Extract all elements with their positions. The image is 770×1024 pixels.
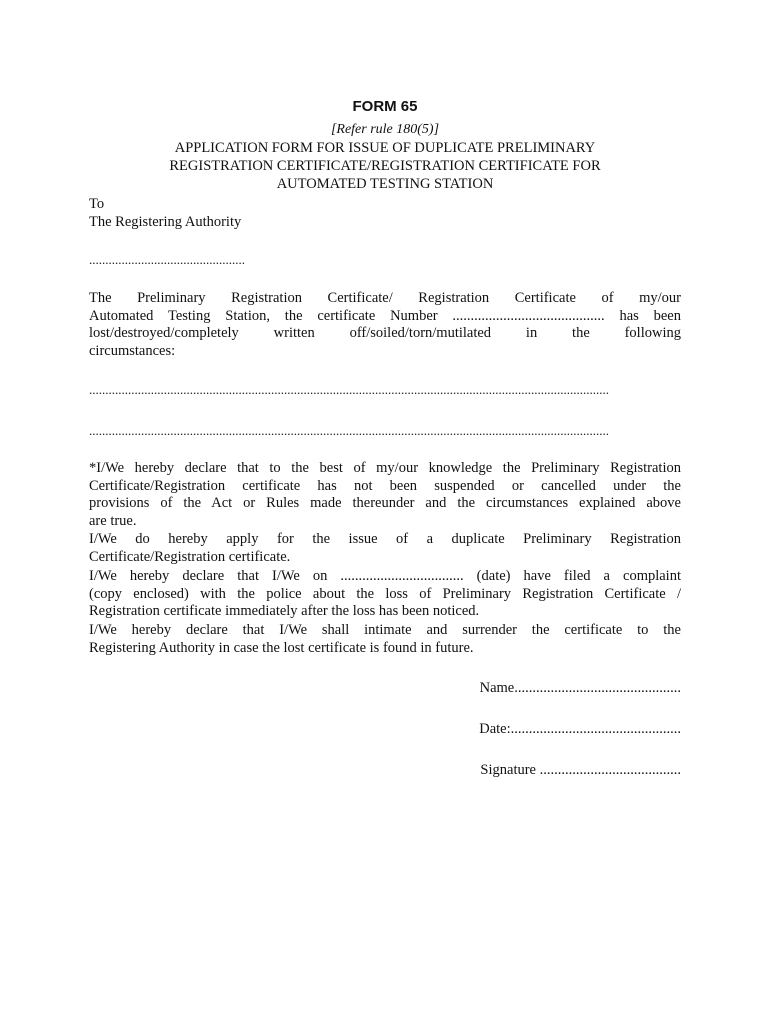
declaration-line: (copy enclosed) with the police about the loss of Preliminary Registration Certificate / bbox=[89, 585, 681, 602]
declaration-2 bbox=[89, 531, 681, 566]
declaration-1 bbox=[89, 460, 681, 530]
heading-line: APPLICATION FORM FOR ISSUE OF DUPLICATE PRELIMINARY bbox=[174, 140, 596, 156]
date-field: Date:............................................... bbox=[479, 721, 681, 737]
statement-line: Automated Testing Station, the certificate Number .......................................... has been bbox=[89, 307, 681, 324]
circumstances-blank-1: ................................................................................................................................................................ bbox=[89, 382, 609, 397]
signature-field: Signature ....................................... bbox=[480, 762, 681, 778]
declaration-line: Registration certificate immediately after the loss has been noticed. bbox=[89, 603, 480, 619]
statement-paragraph bbox=[89, 290, 681, 360]
to-label: To bbox=[89, 196, 105, 212]
name-field: Name.............................................. bbox=[479, 680, 681, 696]
circumstances-blank-2: ................................................................................................................................................................ bbox=[89, 423, 609, 438]
heading-line: REGISTRATION CERTIFICATE/REGISTRATION CERTIFICATE FOR bbox=[169, 158, 601, 174]
declaration-line: Registering Authority in case the lost certificate is found in future. bbox=[89, 639, 474, 656]
statement-line: lost/destroyed/completely written off/soiled/torn/mutilated in the following bbox=[89, 325, 681, 341]
declaration-4 bbox=[89, 622, 681, 657]
declaration-3 bbox=[89, 568, 681, 621]
form-title: FORM 65 bbox=[352, 98, 418, 115]
addressee-blank: ................................................ bbox=[89, 252, 245, 267]
statement-line: The Preliminary Registration Certificate/ Registration Certificate of my/our bbox=[89, 290, 681, 306]
declaration-line: are true. bbox=[89, 512, 137, 529]
declaration-line: *I/We hereby declare that to the best of my/our knowledge the Preliminary Registration bbox=[89, 460, 681, 476]
form-heading bbox=[0, 139, 770, 193]
declaration-line: Certificate/Registration certificate has not been suspended or cancelled under the bbox=[89, 477, 681, 494]
authority-name: The Registering Authority bbox=[89, 214, 242, 230]
declaration-line: I/We hereby declare that I/We shall intimate and surrender the certificate to the bbox=[89, 622, 681, 638]
declaration-line: I/We hereby declare that I/We on .................................. (date) have filed a complaint bbox=[89, 568, 681, 584]
declaration-line: Certificate/Registration certificate. bbox=[89, 548, 291, 565]
declaration-line: provisions of the Act or Rules made thereunder and the circumstances explained above bbox=[89, 495, 681, 511]
heading-line: AUTOMATED TESTING STATION bbox=[276, 176, 494, 192]
rule-reference: [Refer rule 180(5)] bbox=[330, 122, 440, 137]
statement-line: circumstances: bbox=[89, 342, 176, 359]
addressee-block bbox=[89, 195, 241, 231]
declaration-line: I/We do hereby apply for the issue of a duplicate Preliminary Registration bbox=[89, 531, 681, 547]
